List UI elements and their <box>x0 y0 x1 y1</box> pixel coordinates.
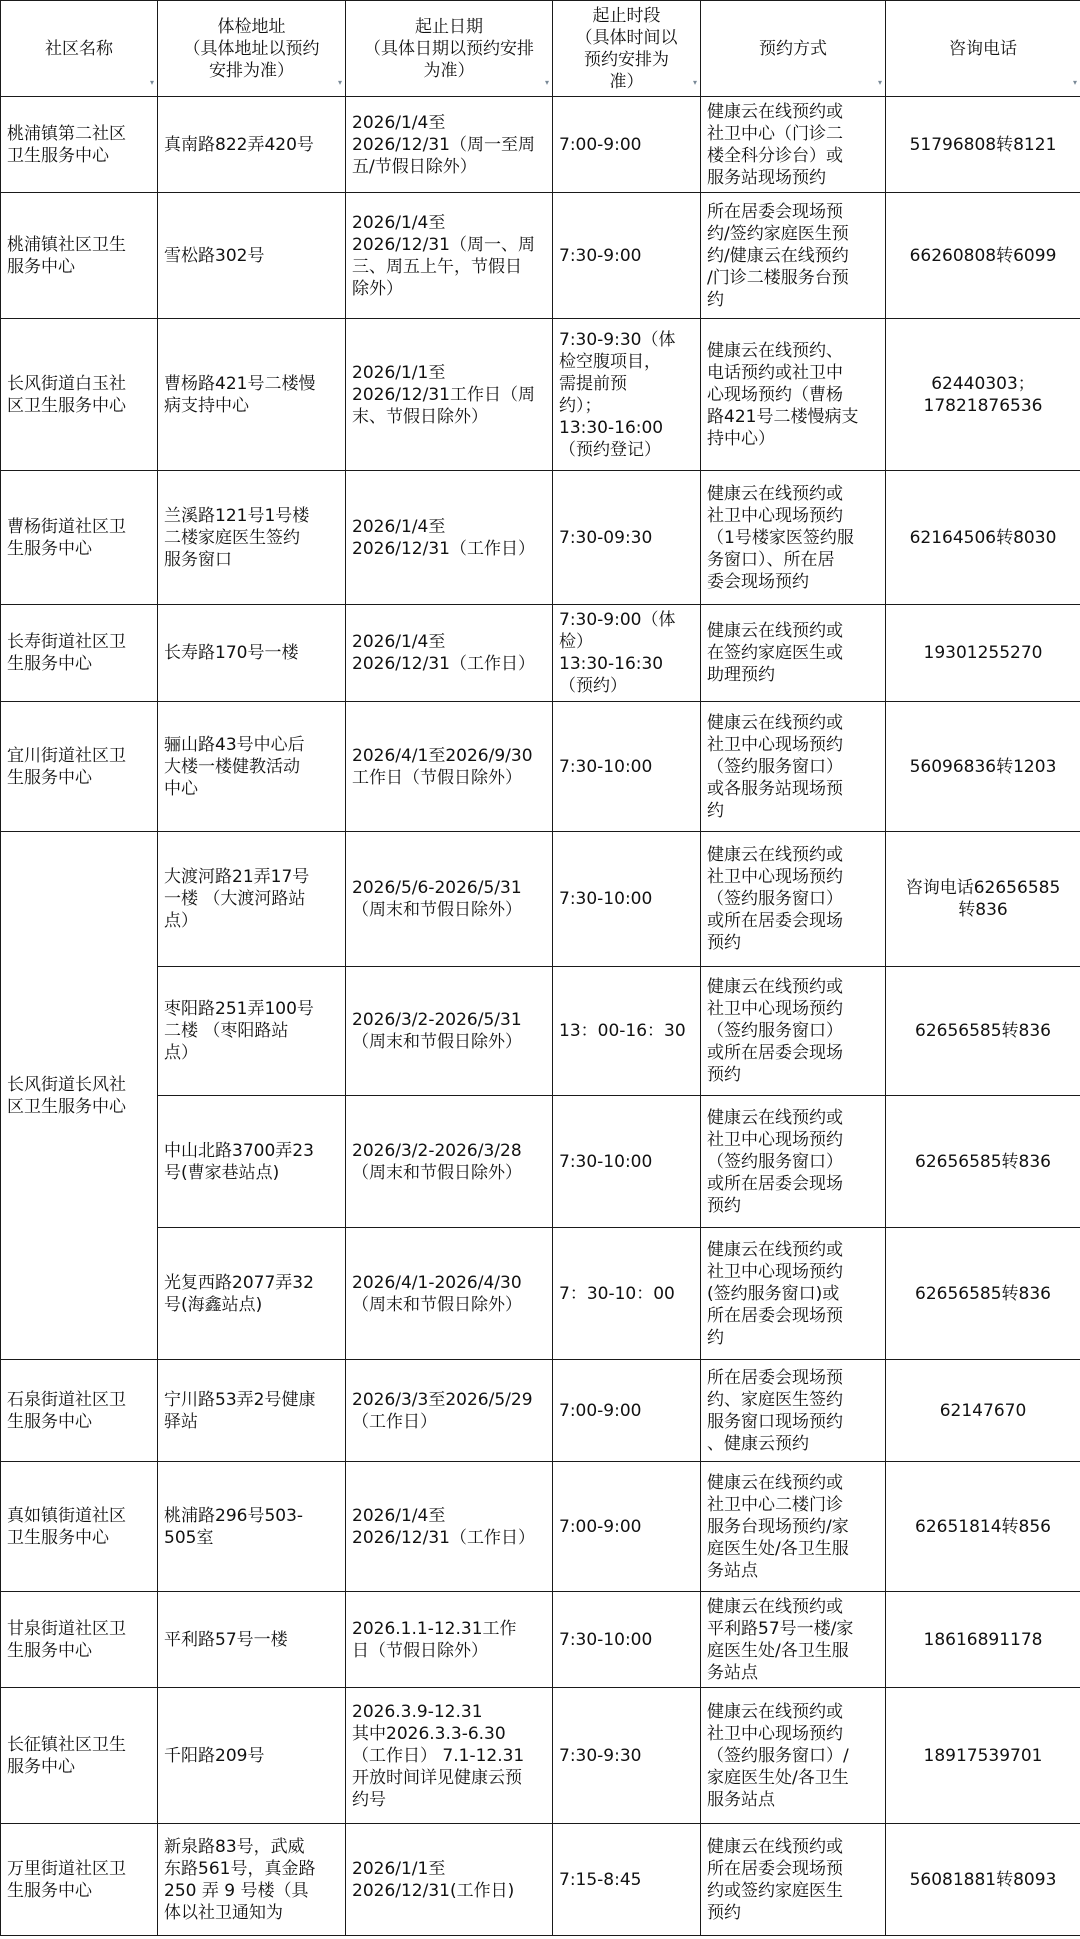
cell-dates: 2026.3.9-12.31 其中2026.3.3-6.30 （工作日） 7.1-12.31 开放时间详见健康云预 约号 <box>346 1688 553 1824</box>
cell-time: 13：00-16：30 <box>553 967 701 1096</box>
cell-community: 长寿街道社区卫 生服务中心 <box>1 605 158 702</box>
cell-phone: 18917539701 <box>886 1688 1080 1824</box>
header-dates: 起止日期 （具体日期以预约安排 为准） ▾ <box>346 1 553 97</box>
header-time: 起止时段 （具体时间以 预约安排为 准） ▾ <box>553 1 701 97</box>
cell-time: 7:30-9:00 <box>553 193 701 319</box>
cell-method: 健康云在线预约或 社卫中心现场预约 (签约服务窗口)或 所在居委会现场预 约 <box>701 1228 886 1360</box>
cell-address: 骊山路43号中心后 大楼一楼健教活动 中心 <box>158 702 346 832</box>
cell-phone: 56096836转1203 <box>886 702 1080 832</box>
cell-dates: 2026/3/2-2026/3/28 （周末和节假日除外） <box>346 1096 553 1228</box>
filter-arrow-icon[interactable]: ▾ <box>877 78 882 87</box>
cell-time: 7:30-10:00 <box>553 832 701 967</box>
cell-time: 7:30-09:30 <box>553 471 701 605</box>
cell-phone: 62651814转856 <box>886 1462 1080 1592</box>
filter-arrow-icon[interactable]: ▾ <box>692 78 697 87</box>
cell-phone: 56081881转8093 <box>886 1824 1080 1936</box>
cell-address: 中山北路3700弄23 号(曹家巷站点) <box>158 1096 346 1228</box>
cell-phone: 66260808转6099 <box>886 193 1080 319</box>
cell-method: 健康云在线预约或 社卫中心（门诊二 楼全科分诊台）或 服务站现场预约 <box>701 97 886 193</box>
cell-time: 7:00-9:00 <box>553 1462 701 1592</box>
cell-phone: 咨询电话62656585 转836 <box>886 832 1080 967</box>
cell-phone: 62164506转8030 <box>886 471 1080 605</box>
cell-community: 长风街道长风社 区卫生服务中心 <box>1 832 158 1360</box>
cell-community: 长风街道白玉社 区卫生服务中心 <box>1 319 158 471</box>
cell-method: 所在居委会现场预 约、家庭医生签约 服务窗口现场预约 、健康云预约 <box>701 1360 886 1462</box>
cell-dates: 2026/4/1-2026/4/30 （周末和节假日除外） <box>346 1228 553 1360</box>
cell-address: 桃浦路296号503- 505室 <box>158 1462 346 1592</box>
cell-address: 枣阳路251弄100号 二楼 （枣阳路站 点） <box>158 967 346 1096</box>
filter-arrow-icon[interactable]: ▾ <box>149 78 154 87</box>
cell-dates: 2026/1/4至 2026/12/31（工作日） <box>346 605 553 702</box>
cell-dates: 2026.1.1-12.31工作 日（节假日除外） <box>346 1592 553 1688</box>
cell-community: 桃浦镇第二社区 卫生服务中心 <box>1 97 158 193</box>
cell-address: 平利路57号一楼 <box>158 1592 346 1688</box>
cell-phone: 18616891178 <box>886 1592 1080 1688</box>
table-row <box>1 605 1080 702</box>
cell-address: 千阳路209号 <box>158 1688 346 1824</box>
header-community: 社区名称 ▾ <box>1 1 158 97</box>
cell-address: 雪松路302号 <box>158 193 346 319</box>
cell-method: 健康云在线预约或 社卫中心现场预约 （1号楼家医签约服 务窗口）、所在居 委会现场预约 <box>701 471 886 605</box>
cell-time: 7:00-9:00 <box>553 1360 701 1462</box>
cell-dates: 2026/1/1至 2026/12/31工作日（周 末、节假日除外） <box>346 319 553 471</box>
table-row <box>1 1360 1080 1462</box>
cell-dates: 2026/5/6-2026/5/31 （周末和节假日除外） <box>346 832 553 967</box>
cell-community: 石泉街道社区卫 生服务中心 <box>1 1360 158 1462</box>
table-row <box>1 702 1080 832</box>
cell-dates: 2026/1/4至 2026/12/31（工作日） <box>346 1462 553 1592</box>
table-row <box>1 1462 1080 1592</box>
cell-method: 健康云在线预约或 所在居委会现场预 约或签约家庭医生 预约 <box>701 1824 886 1936</box>
cell-address: 新泉路83号，武威 东路561号，真金路 250 弄 9 号楼（具 体以社卫通知为 <box>158 1824 346 1936</box>
cell-method: 健康云在线预约或 社卫中心现场预约 （签约服务窗口）/ 家庭医生处/各卫生 服务站点 <box>701 1688 886 1824</box>
cell-time: 7:00-9:00 <box>553 97 701 193</box>
cell-community: 真如镇街道社区 卫生服务中心 <box>1 1462 158 1592</box>
cell-dates: 2026/4/1至2026/9/30 工作日（节假日除外） <box>346 702 553 832</box>
cell-community: 宜川街道社区卫 生服务中心 <box>1 702 158 832</box>
cell-address: 长寿路170号一楼 <box>158 605 346 702</box>
cell-community: 曹杨街道社区卫 生服务中心 <box>1 471 158 605</box>
cell-address: 真南路822弄420号 <box>158 97 346 193</box>
cell-phone: 51796808转8121 <box>886 97 1080 193</box>
filter-arrow-icon[interactable]: ▾ <box>1072 78 1077 87</box>
cell-dates: 2026/1/4至 2026/12/31（工作日） <box>346 471 553 605</box>
table-row <box>1 193 1080 319</box>
cell-time: 7:30-10:00 <box>553 1096 701 1228</box>
table-row <box>1 1824 1080 1936</box>
cell-address: 曹杨路421号二楼慢 病支持中心 <box>158 319 346 471</box>
header-method: 预约方式 ▾ <box>701 1 886 97</box>
cell-phone: 62656585转836 <box>886 1228 1080 1360</box>
header-phone: 咨询电话 ▾ <box>886 1 1080 97</box>
cell-address: 大渡河路21弄17号 一楼 （大渡河路站 点） <box>158 832 346 967</box>
cell-community: 桃浦镇社区卫生 服务中心 <box>1 193 158 319</box>
cell-method: 健康云在线预约或 社卫中心现场预约 （签约服务窗口） 或所在居委会现场 预约 <box>701 967 886 1096</box>
cell-time: 7:30-10:00 <box>553 702 701 832</box>
cell-dates: 2026/1/4至 2026/12/31（周一、周 三、周五上午，节假日 除外） <box>346 193 553 319</box>
cell-dates: 2026/1/1至 2026/12/31(工作日) <box>346 1824 553 1936</box>
cell-dates: 2026/3/2-2026/5/31 （周末和节假日除外） <box>346 967 553 1096</box>
cell-phone: 62656585转836 <box>886 1096 1080 1228</box>
table-row <box>1 832 1080 967</box>
table-row <box>1 97 1080 193</box>
filter-arrow-icon[interactable]: ▾ <box>544 78 549 87</box>
cell-method: 健康云在线预约或 社卫中心现场预约 （签约服务窗口） 或所在居委会现场 预约 <box>701 1096 886 1228</box>
table-row <box>1 1096 1080 1228</box>
cell-method: 健康云在线预约或 社卫中心二楼门诊 服务台现场预约/家 庭医生处/各卫生服 务站点 <box>701 1462 886 1592</box>
cell-time: 7:30-10:00 <box>553 1592 701 1688</box>
table-row <box>1 1688 1080 1824</box>
cell-method: 健康云在线预约或 社卫中心现场预约 （签约服务窗口） 或所在居委会现场 预约 <box>701 832 886 967</box>
cell-phone: 62656585转836 <box>886 967 1080 1096</box>
cell-time: 7:30-9:00（体 检） 13:30-16:30 （预约） <box>553 605 701 702</box>
cell-time: 7:30-9:30 <box>553 1688 701 1824</box>
filter-arrow-icon[interactable]: ▾ <box>337 78 342 87</box>
cell-phone: 19301255270 <box>886 605 1080 702</box>
table-row <box>1 1228 1080 1360</box>
cell-method: 健康云在线预约、 电话预约或社卫中 心现场预约（曹杨 路421号二楼慢病支 持中心） <box>701 319 886 471</box>
cell-time: 7：30-10：00 <box>553 1228 701 1360</box>
cell-method: 健康云在线预约或 社卫中心现场预约 （签约服务窗口） 或各服务站现场预 约 <box>701 702 886 832</box>
cell-community: 长征镇社区卫生 服务中心 <box>1 1688 158 1824</box>
cell-phone: 62147670 <box>886 1360 1080 1462</box>
cell-address: 宁川路53弄2号健康 驿站 <box>158 1360 346 1462</box>
cell-address: 兰溪路121号1号楼 二楼家庭医生签约 服务窗口 <box>158 471 346 605</box>
header-address: 体检地址 （具体地址以预约 安排为准） ▾ <box>158 1 346 97</box>
table-row <box>1 967 1080 1096</box>
cell-method: 所在居委会现场预 约/签约家庭医生预 约/健康云在线预约 /门诊二楼服务台预 约 <box>701 193 886 319</box>
cell-method: 健康云在线预约或 平利路57号一楼/家 庭医生处/各卫生服 务站点 <box>701 1592 886 1688</box>
cell-phone: 62440303； 17821876536 <box>886 319 1080 471</box>
cell-dates: 2026/3/3至2026/5/29 （工作日） <box>346 1360 553 1462</box>
table-row <box>1 319 1080 471</box>
cell-time: 7:30-9:30（体 检空腹项目， 需提前预 约）； 13:30-16:00 （预约登记） <box>553 319 701 471</box>
cell-community: 甘泉街道社区卫 生服务中心 <box>1 1592 158 1688</box>
table-row <box>1 471 1080 605</box>
cell-time: 7:15-8:45 <box>553 1824 701 1936</box>
cell-address: 光复西路2077弄32 号(海鑫站点) <box>158 1228 346 1360</box>
cell-community: 万里街道社区卫 生服务中心 <box>1 1824 158 1936</box>
header-row <box>1 1 1080 97</box>
cell-dates: 2026/1/4至 2026/12/31（周一至周 五/节假日除外） <box>346 97 553 193</box>
table-row <box>1 1592 1080 1688</box>
cell-method: 健康云在线预约或 在签约家庭医生或 助理预约 <box>701 605 886 702</box>
